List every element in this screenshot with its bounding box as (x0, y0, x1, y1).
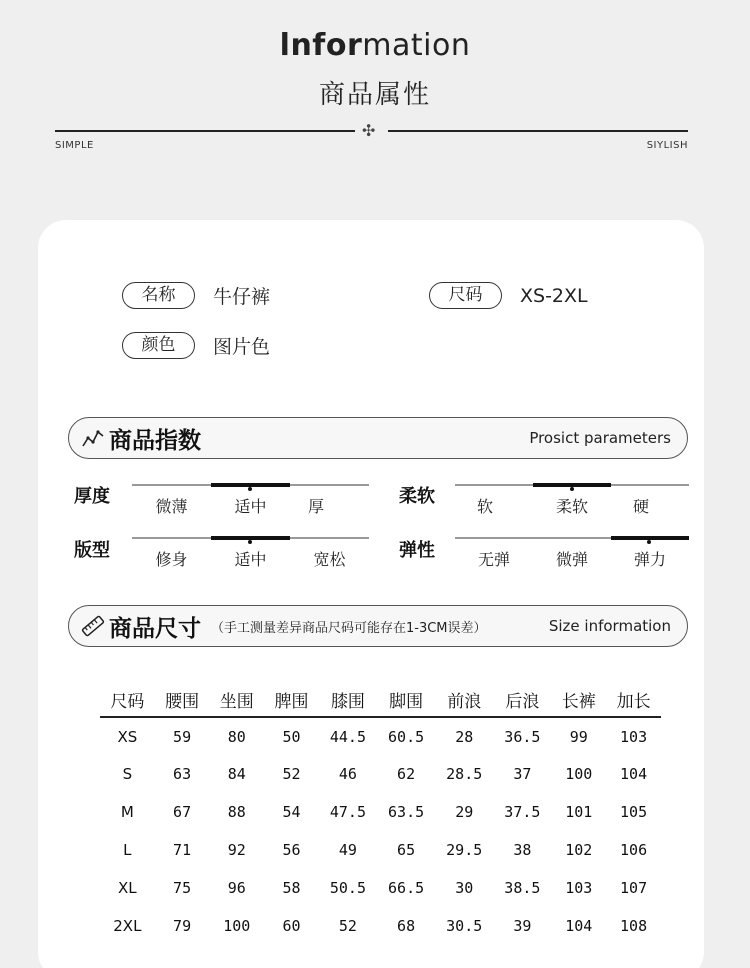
table-cell: 102 (565, 841, 593, 859)
size-table-header: 后浪 (493, 683, 551, 717)
table-cell: 58 (282, 879, 301, 897)
param-thickness-label: 厚度 (74, 486, 110, 507)
param-softness-label: 柔软 (399, 486, 435, 507)
table-cell: 39 (513, 917, 532, 935)
table-cell-size: M (120, 803, 134, 821)
table-cell: 54 (282, 803, 301, 821)
scale-selected-dot (248, 540, 252, 544)
scale-option: 厚 (307, 497, 324, 516)
scale-option: 柔软 (555, 497, 588, 516)
table-cell-size: XS (117, 727, 138, 746)
label-stylish: SIYLISH (646, 140, 688, 151)
table-cell: 103 (620, 727, 648, 746)
scale-option: 微薄 (155, 497, 188, 516)
scale-option: 适中 (234, 550, 267, 569)
table-row (100, 755, 661, 793)
attr-size-value: XS-2XL (520, 284, 588, 307)
size-table-header: 腰围 (155, 683, 210, 717)
table-cell: 46 (338, 765, 357, 783)
table-cell: 75 (173, 879, 192, 897)
header-subtitle: 商品属性 (318, 80, 431, 110)
table-cell: 88 (227, 803, 246, 821)
table-cell: 50.5 (329, 879, 366, 897)
scale-selected-dot (570, 487, 574, 491)
divider-cross-icon: ✣ (362, 121, 376, 140)
attr-name-pill: 名称 (122, 282, 195, 309)
scale-selected-dot (248, 487, 252, 491)
param-softness-scale (455, 484, 689, 514)
size-table (100, 683, 661, 945)
divider-left (55, 130, 355, 132)
size-table-header: 加长 (606, 683, 661, 717)
attr-color-pill: 颜色 (122, 332, 195, 359)
attr-size (429, 282, 588, 309)
table-cell-size: S (122, 765, 133, 783)
table-cell: 105 (620, 803, 648, 821)
size-section-note: （手工测量差异商品尺码可能存在1-3CM误差） (211, 620, 487, 636)
divider-right (388, 130, 688, 132)
table-cell: 99 (569, 727, 588, 746)
size-section-bar (68, 605, 688, 647)
table-cell: 28 (455, 727, 474, 746)
trend-line-icon (81, 426, 105, 450)
table-cell: 37 (513, 765, 532, 783)
table-cell: 37.5 (504, 803, 541, 821)
header-title-rest: mation (362, 28, 471, 63)
table-cell: 63.5 (388, 803, 425, 821)
size-table-header: 尺码 (100, 683, 155, 717)
param-fit-label: 版型 (74, 540, 110, 561)
scale-option: 无弹 (477, 550, 510, 569)
table-cell: 80 (227, 727, 246, 746)
table-row (100, 907, 661, 945)
attr-name (122, 282, 270, 309)
table-cell: 38.5 (504, 879, 541, 897)
table-cell-size: L (123, 841, 132, 859)
table-cell: 50 (282, 727, 301, 746)
scale-option: 修身 (155, 550, 188, 569)
table-cell: 101 (565, 803, 593, 821)
table-cell: 36.5 (504, 727, 541, 746)
attr-size-pill: 尺码 (429, 282, 502, 309)
param-elasticity-scale (455, 537, 689, 567)
table-cell: 60.5 (388, 727, 425, 746)
index-section-bar (68, 417, 688, 459)
table-cell: 59 (173, 727, 192, 746)
table-cell: 104 (620, 765, 648, 783)
size-table-header: 膝围 (319, 683, 377, 717)
scale-option: 宽松 (313, 550, 346, 569)
table-cell: 52 (338, 917, 357, 935)
scale-option: 适中 (234, 497, 267, 516)
table-cell: 30 (455, 879, 474, 897)
header-title-bold: lnfor (279, 28, 363, 63)
table-cell: 30.5 (446, 917, 483, 935)
table-row (100, 831, 661, 869)
table-cell: 104 (565, 917, 593, 935)
scale-option: 硬 (632, 497, 649, 516)
size-table-header: 脾围 (264, 683, 319, 717)
size-table-body (100, 717, 661, 945)
table-cell: 62 (397, 765, 416, 783)
size-table-header: 脚围 (377, 683, 435, 717)
table-cell: 92 (227, 841, 246, 859)
table-row (100, 793, 661, 831)
size-table-header: 长裤 (551, 683, 606, 717)
ruler-icon (81, 614, 105, 638)
table-cell: 71 (173, 841, 192, 859)
index-section-english: Prosict parameters (529, 429, 671, 447)
table-cell: 38 (513, 841, 532, 859)
size-table-header: 前浪 (435, 683, 493, 717)
size-section-english: Size information (548, 617, 671, 635)
table-row (100, 717, 661, 755)
index-section-title: 商品指数 (109, 427, 201, 454)
table-cell: 65 (397, 841, 416, 859)
table-cell: 103 (565, 879, 593, 897)
table-cell: 84 (227, 765, 246, 783)
header-title (0, 28, 750, 63)
table-cell: 63 (173, 765, 192, 783)
scale-option: 弹力 (633, 550, 666, 569)
table-cell: 100 (223, 917, 251, 935)
table-cell: 68 (397, 917, 416, 935)
table-cell: 106 (620, 841, 648, 859)
table-cell: 56 (282, 841, 301, 859)
table-cell-size: XL (118, 879, 137, 897)
scale-option: 软 (476, 497, 493, 516)
param-elasticity-label: 弹性 (399, 540, 435, 561)
table-cell: 66.5 (388, 879, 425, 897)
table-cell: 79 (173, 917, 192, 935)
size-table-header: 坐围 (209, 683, 264, 717)
table-cell: 52 (282, 765, 301, 783)
size-section-title: 商品尺寸 (109, 615, 201, 642)
table-cell: 28.5 (446, 765, 483, 783)
table-cell: 60 (282, 917, 301, 935)
table-cell: 47.5 (329, 803, 366, 821)
table-cell: 67 (173, 803, 192, 821)
param-thickness-scale (132, 484, 369, 514)
table-cell: 29.5 (446, 841, 483, 859)
scale-option: 微弹 (555, 550, 588, 569)
table-cell: 49 (338, 841, 357, 859)
attr-color (122, 332, 270, 359)
table-cell: 44.5 (329, 727, 366, 746)
scale-selected-dot (647, 540, 651, 544)
attr-name-value: 牛仔裤 (213, 286, 271, 308)
table-cell: 107 (620, 879, 648, 897)
table-cell-size: 2XL (113, 917, 142, 935)
param-fit-scale (132, 537, 369, 567)
label-simple: SIMPLE (55, 140, 94, 151)
table-row (100, 869, 661, 907)
attr-color-value: 图片色 (213, 336, 271, 358)
table-cell: 96 (227, 879, 246, 897)
size-table-header-row (100, 683, 661, 717)
table-cell: 100 (565, 765, 593, 783)
table-cell: 108 (620, 917, 648, 935)
table-cell: 29 (455, 803, 474, 821)
